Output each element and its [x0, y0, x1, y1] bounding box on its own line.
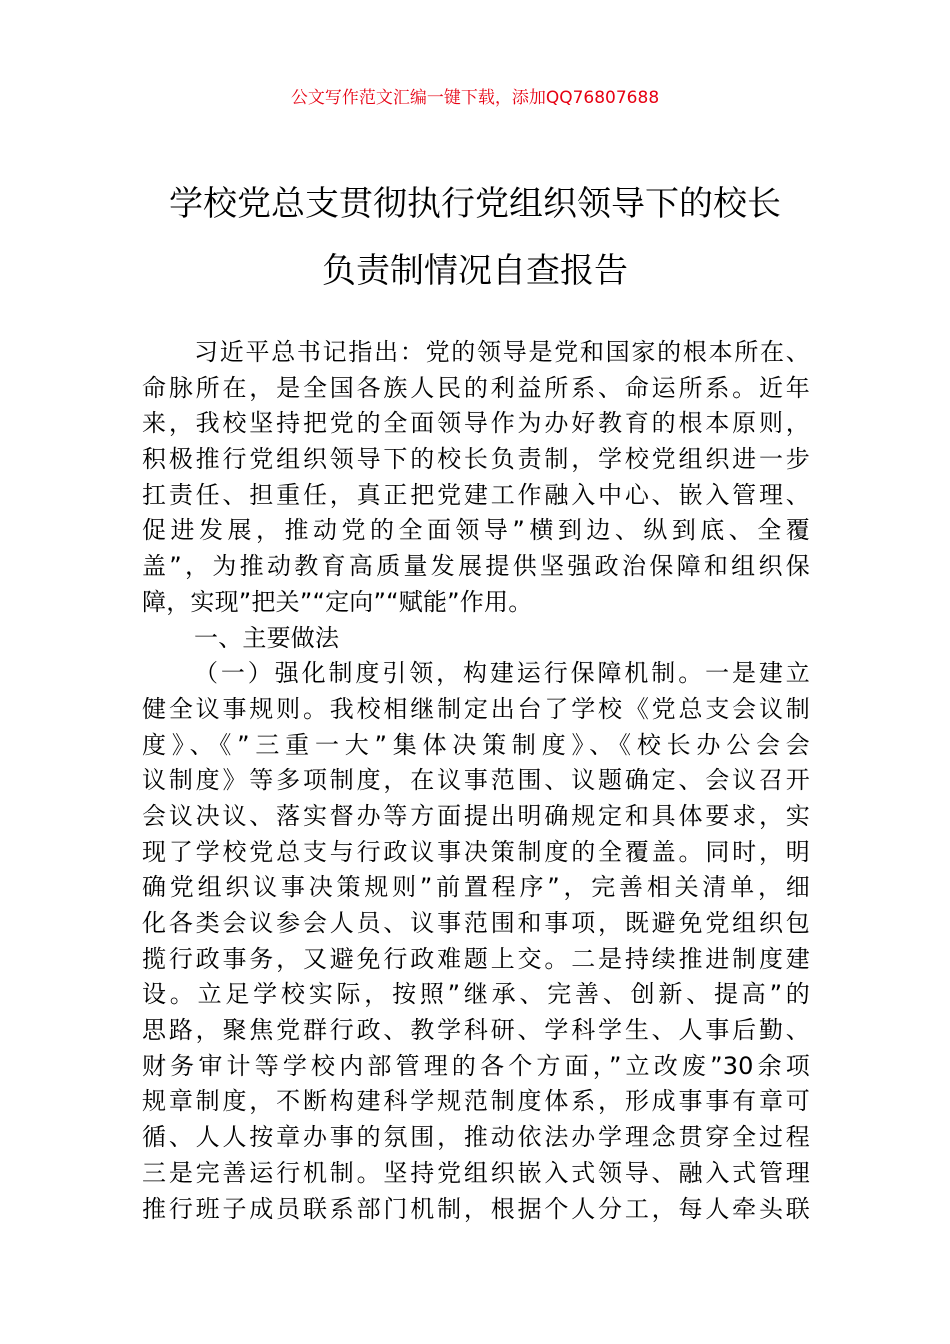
paragraph-line: 规章制度，不断构建科学规范制度体系，形成事事有章可 [142, 1087, 810, 1116]
paragraph-line: 财务审计等学校内部管理的各个方面，”立改废”30余项 [142, 1051, 810, 1080]
paragraph-line: 促进发展，推动党的全面领导”横到边、纵到底、全覆 [142, 516, 810, 545]
paragraph-line: 盖”，为推动教育高质量发展提供坚强政治保障和组织保 [142, 552, 810, 581]
paragraph-line: 揽行政事务，又避免行政难题上交。二是持续推进制度建 [142, 944, 810, 973]
download-banner[interactable]: 公文写作范文汇编一键下载，添加QQ76807688 [290, 88, 660, 108]
paragraph-line: 推行班子成员联系部门机制，根据个人分工，每人牵头联 [142, 1194, 810, 1223]
paragraph-line: 三是完善运行机制。坚持党组织嵌入式领导、融入式管理 [142, 1158, 810, 1187]
paragraph-line: 习近平总书记指出：党的领导是党和国家的根本所在、 [194, 338, 810, 366]
paragraph-line: 健全议事规则。我校相继制定出台了学校《党总支会议制 [142, 694, 810, 723]
paragraph-line: 命脉所在，是全国各族人民的利益所系、命运所系。近年 [142, 373, 810, 402]
paragraph-line: 议制度》等多项制度，在议事范围、议题确定、会议召开 [142, 766, 810, 795]
paragraph-line: 化各类会议参会人员、议事范围和事项，既避免党组织包 [142, 909, 810, 937]
section-heading: 一、主要做法 [194, 623, 340, 652]
document-title-line-2: 负责制情况自查报告 [322, 251, 628, 291]
paragraph-line: 会议决议、落实督办等方面提出明确规定和具体要求，实 [142, 801, 810, 830]
paragraph-line: 确党组织议事决策规则”前置程序”，完善相关清单，细 [142, 873, 810, 902]
paragraph-line: 循、人人按章办事的氛围，推动依法办学理念贯穿全过程 [142, 1123, 810, 1152]
paragraph-line: 设。立足学校实际，按照”继承、完善、创新、提高”的 [142, 980, 810, 1009]
paragraph-line: 来，我校坚持把党的全面领导作为办好教育的根本原则， [142, 409, 810, 438]
paragraph-line: （一）强化制度引领，构建运行保障机制。一是建立 [194, 659, 810, 688]
paragraph-line: 思路，聚焦党群行政、教学科研、学科学生、人事后勤、 [142, 1016, 810, 1045]
document-title-line-1: 学校党总支贯彻执行党组织领导下的校长 [169, 184, 781, 224]
document-body [142, 335, 810, 1227]
paragraph-line: 积极推行党组织领导下的校长负责制，学校党组织进一步 [142, 445, 810, 474]
paragraph-line: 现了学校党总支与行政议事决策制度的全覆盖。同时，明 [142, 837, 810, 866]
paragraph-line: 障，实现”把关”“定向”“赋能”作用。 [142, 587, 533, 616]
paragraph-line: 扛责任、担重任，真正把党建工作融入中心、嵌入管理、 [142, 480, 810, 509]
paragraph-line: 度》、《”三重一大”集体决策制度》、《校长办公会会 [142, 730, 810, 759]
